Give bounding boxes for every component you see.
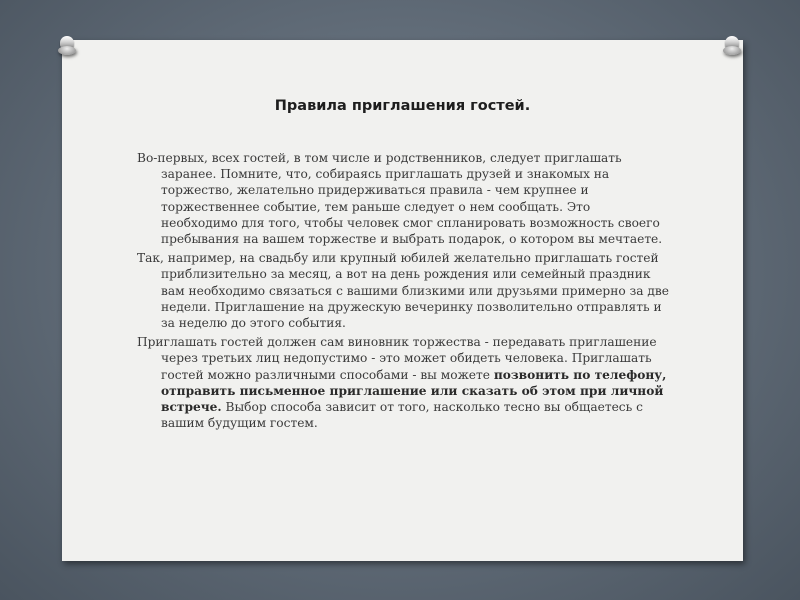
- pushpin-icon: [58, 36, 76, 56]
- slide-body: [137, 150, 669, 434]
- paragraph-3-tail: Выбор способа зависит от того, насколько тесно вы общаетесь с вашим будущим гостем.: [161, 400, 643, 431]
- paragraph-3-emphasis: позвонить по телефону, отправить письменное приглашение или сказать об этом при личной встрече.: [161, 367, 667, 415]
- pushpin-icon: [723, 36, 741, 56]
- paragraph-3: [137, 334, 669, 431]
- pushpin-base: [58, 46, 76, 55]
- paragraph-1: Во-первых, всех гостей, в том числе и родственников, следует приглашать заранее. Помните, что, собираясь приглашать друзей и знакомых на торжество, желательно придерживаться правила - чем крупнее и торжественнее событие, тем раньше следует о нем сообщать. Это необходимо для того, чтобы человек смог спланировать возможность своего пребывания на вашем торжестве и выбрать подарок, о котором вы мечтаете.: [137, 151, 663, 247]
- slide-title: Правила приглашения гостей.: [274, 98, 531, 114]
- paragraph-2: Так, например, на свадьбу или крупный юбилей желательно приглашать гостей приблизительно за месяц, а вот на день рождения или семейный праздник вам необходимо связаться с вашими близкими или друзьями примерно за две недели. Приглашение на дружескую вечеринку позволительно отправлять и за неделю до этого события.: [137, 251, 669, 331]
- pushpin-base: [723, 46, 741, 55]
- paragraph-3-lead: Приглашать гостей должен сам виновник торжества - передавать приглашение через третьих лиц недопустимо - это может обидеть человека. Приглашать гостей можно различными способами - вы можете: [137, 335, 657, 382]
